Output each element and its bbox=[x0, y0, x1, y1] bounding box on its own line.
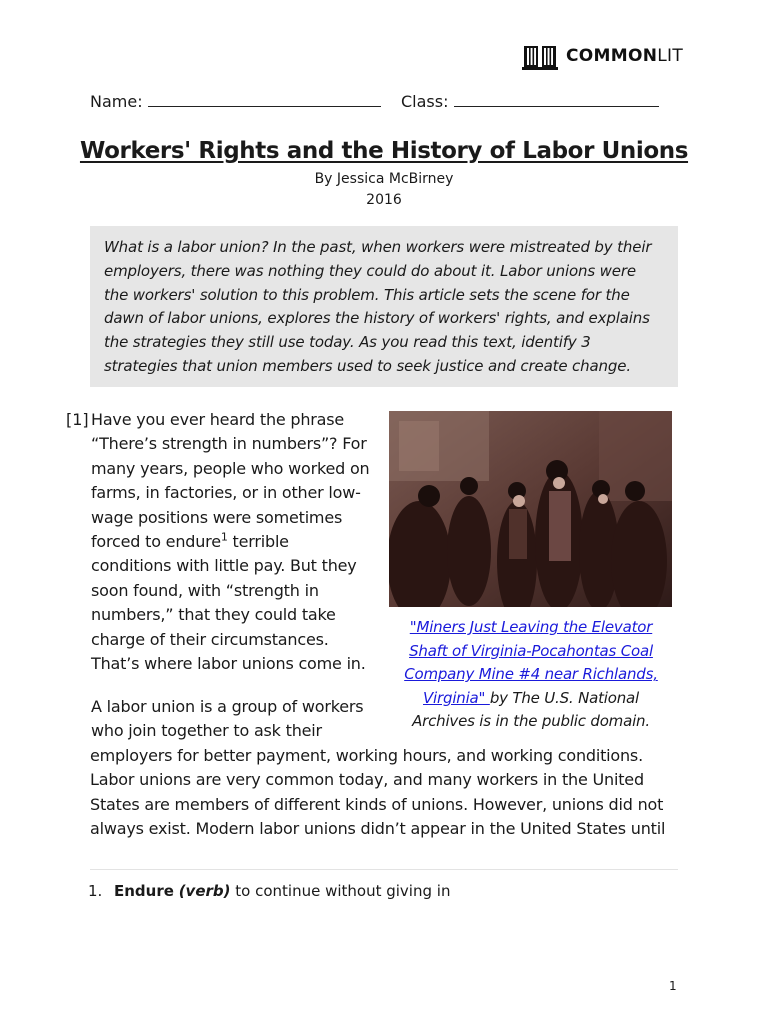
paragraph-1 bbox=[91, 408, 373, 676]
name-field[interactable] bbox=[90, 92, 381, 111]
paragraph-line: numbers,” that they could take bbox=[91, 605, 336, 625]
name-blank[interactable] bbox=[148, 92, 381, 107]
paragraph-line: conditions with little pay. But they bbox=[91, 556, 357, 576]
footnote-pos: (verb) bbox=[178, 882, 231, 900]
article-year: 2016 bbox=[366, 192, 402, 208]
paragraph-line: States are members of different kinds of unions. However, unions did not bbox=[90, 794, 664, 814]
miners-photo-illustration bbox=[389, 411, 672, 607]
paragraph-line: “There’s strength in numbers”? For bbox=[91, 434, 367, 454]
paragraph-line-with-footnote: forced to endure$^1$ terrible bbox=[91, 530, 289, 552]
paragraph-line: A labor union is a group of workers bbox=[91, 697, 364, 716]
paragraph-line: many years, people who worked on bbox=[91, 458, 370, 478]
name-label: Name: bbox=[90, 92, 143, 111]
paragraph-line: farms, in factories, or in other low- bbox=[91, 483, 361, 503]
paragraph-line: wage positions were sometimes bbox=[91, 507, 343, 527]
intro-box bbox=[90, 226, 678, 387]
logo-wordmark: COMMONLIT bbox=[566, 46, 684, 66]
photo-source-link[interactable]: "Miners Just Leaving the Elevator Shaft of Virginia-Pocahontas Coal Company Mine #4 near Richlands, Virginia" bbox=[404, 618, 658, 707]
footnote-definition: to continue without giving in bbox=[230, 882, 451, 900]
footnote-1 bbox=[88, 882, 450, 900]
commonlit-logo bbox=[522, 42, 683, 70]
article-author: By Jessica McBirney bbox=[314, 171, 454, 187]
paragraph-line: always exist. Modern labor unions didn’t appear in the United States until bbox=[90, 819, 666, 839]
class-field[interactable] bbox=[401, 92, 659, 111]
paragraph-number: [1] bbox=[66, 410, 89, 429]
article-title: Workers' Rights and the History of Labor Unions bbox=[79, 138, 689, 164]
paragraph-line: Have you ever heard the phrase bbox=[91, 410, 345, 429]
paragraph-line: soon found, with “strength in bbox=[91, 580, 319, 600]
page-number: 1 bbox=[669, 979, 677, 993]
class-label: Class: bbox=[401, 92, 449, 111]
footnote-term: Endure bbox=[114, 882, 174, 900]
footnote-ref[interactable]: 1 bbox=[220, 530, 228, 544]
miners-photo bbox=[389, 411, 672, 607]
footnote-number: 1. bbox=[88, 882, 103, 900]
photo-credit: by The U.S. National Archives is in the public domain. bbox=[412, 688, 650, 731]
open-book-icon bbox=[522, 43, 558, 70]
paragraph-line: employers for better payment, working hours, and working conditions. bbox=[90, 746, 643, 765]
class-blank[interactable] bbox=[454, 92, 659, 107]
footnote-divider bbox=[90, 869, 678, 870]
paragraph-line: charge of their circumstances. bbox=[91, 629, 329, 649]
paragraph-2-continued bbox=[90, 744, 690, 842]
paragraph-line: who join together to ask their bbox=[91, 721, 322, 741]
paragraph-2-start bbox=[91, 695, 381, 744]
photo-caption bbox=[392, 616, 670, 734]
paragraph-line: That’s where labor unions come in. bbox=[91, 654, 366, 674]
intro-text: What is a labor union? In the past, when workers were mistreated by their employers, there was nothing they could do about it. Labor unions were the workers' solution to this problem. This article sets the scene for the dawn of labor unions, explores the history of workers' rights, and explains the strategies they still use today. As you read this text, identify 3 strategies that union members used to seek justice and create change. bbox=[104, 238, 652, 375]
paragraph-line: Labor unions are very common today, and many workers in the United bbox=[90, 770, 644, 790]
